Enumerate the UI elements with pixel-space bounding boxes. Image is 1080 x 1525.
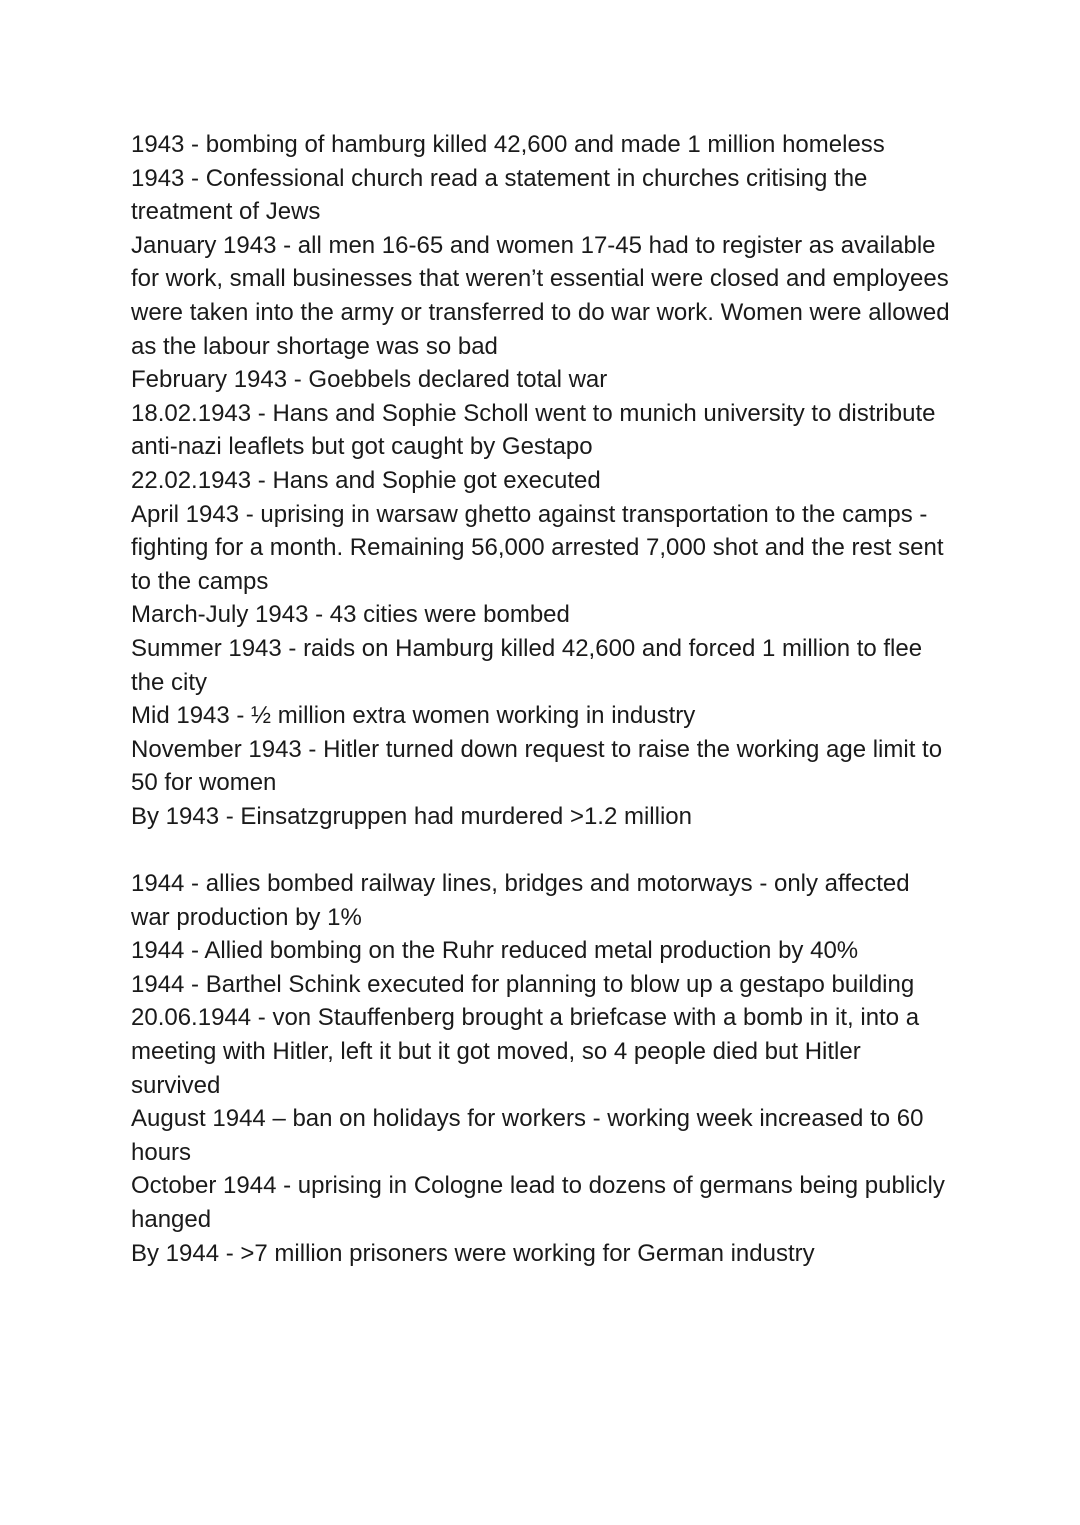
section-spacer (131, 833, 951, 867)
entry-1944-barthel-schink: 1944 - Barthel Schink executed for planning to blow up a gestapo building (131, 970, 915, 998)
entry-october-1944-cologne-uprising: October 1944 - uprising in Cologne lead to dozens of germans being publicly hanged (131, 1172, 945, 1233)
entry-march-july-1943-bombing: March-July 1943 - 43 cities were bombed (131, 601, 570, 629)
entry-18-02-1943-scholl-leaflets: 18.02.1943 - Hans and Sophie Scholl went to munich university to distribute anti-nazi leaflets but got caught by Gestapo (131, 399, 936, 461)
entry-1944-ruhr-bombing: 1944 - Allied bombing on the Ruhr reduced metal production by 40% (131, 937, 859, 965)
entry-by-1944-prisoners: By 1944 - >7 million prisoners were working for German industry (131, 1239, 815, 1267)
entry-mid-1943-women-industry: Mid 1943 - ½ million extra women working in industry (131, 702, 696, 730)
entry-summer-1943-hamburg-raids: Summer 1943 - raids on Hamburg killed 42,600 and forced 1 million to flee the city (131, 634, 923, 696)
notes-body (131, 128, 951, 1270)
entry-22-02-1943-scholl-executed: 22.02.1943 - Hans and Sophie got executed (131, 466, 601, 494)
entry-by-1943-einsatzgruppen: By 1943 - Einsatzgruppen had murdered >1.2 million (131, 802, 692, 830)
entry-1944-allied-bombing-infrastructure: 1944 - allies bombed railway lines, bridges and motorways - only affected war production by 1% (131, 870, 910, 931)
entry-1943-hamburg-bombing: 1943 - bombing of hamburg killed 42,600 and made 1 million homeless (131, 131, 885, 158)
entry-january-1943-labour: January 1943 - all men 16-65 and women 17-45 had to register as available for work, small businesses that weren’t essential were closed and employees were taken into the army or transferred to do war work. Women were allowed as the labour shortage was so bad (131, 231, 950, 360)
entry-1943-confessional-church: 1943 - Confessional church read a statement in churches critising the treatment of Jews (131, 164, 868, 226)
entry-april-1943-warsaw-uprising: April 1943 - uprising in warsaw ghetto against transportation to the camps - fighting for a month. Remaining 56,000 arrested 7,000 shot and the rest sent to the camps (131, 500, 944, 595)
entry-august-1944-holiday-ban: August 1944 – ban on holidays for workers - working week increased to 60 hours (131, 1105, 924, 1166)
section-1943 (131, 128, 951, 833)
section-1944 (131, 867, 951, 1270)
entry-november-1943-working-age: November 1943 - Hitler turned down request to raise the working age limit to 50 for women (131, 735, 943, 797)
entry-20-06-1944-stauffenberg: 20.06.1944 - von Stauffenberg brought a briefcase with a bomb in it, into a meeting with Hitler, left it but it got moved, so 4 people died but Hitler survived (131, 1004, 920, 1099)
entry-february-1943-total-war: February 1943 - Goebbels declared total war (131, 366, 608, 394)
